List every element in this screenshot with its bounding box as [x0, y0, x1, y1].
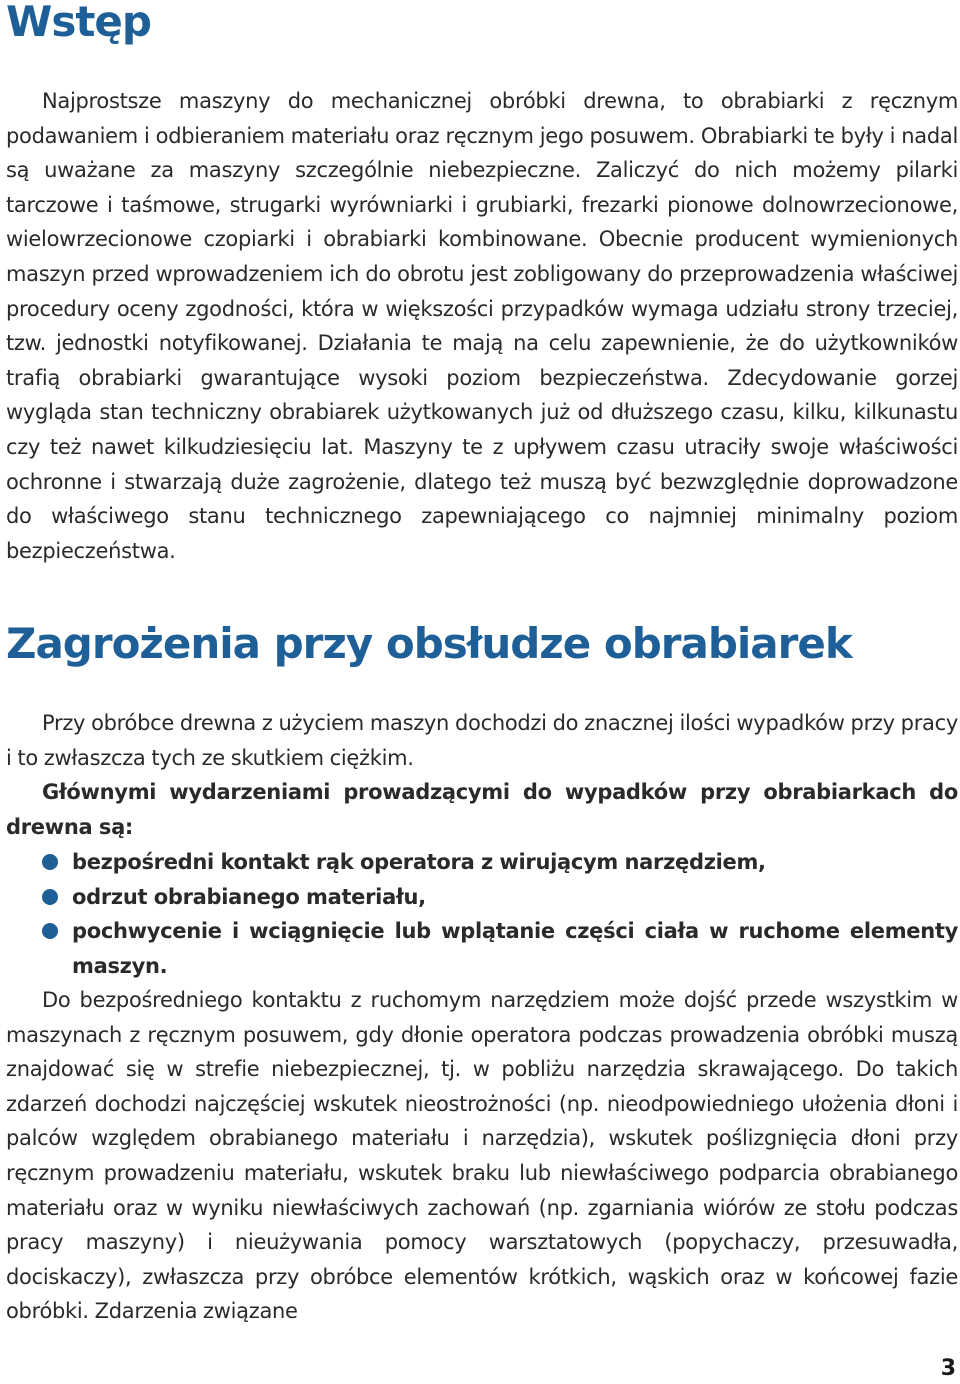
- contact-paragraph: Do bezpośredniego kontaktu z ruchomym narzędziem może dojść przede wszystkim w maszynach z ręcznym posuwem, gdy dłonie operatora podczas prowadzenia obróbki muszą znajdować się w strefie niebezpiecznej, tj. w pobliżu narzędzia skrawającego. Do takich zdarzeń dochodzi najczęściej wskutek nieostrożności (np. nieodpowiedniego ułożenia dłoni i palców względem obrabianego materiału i narzędzia), wskutek poślizgnięcia dłoni przy ręcznym prowadzeniu materiału, wskutek braku lub niewłaściwego podparcia obrabianego materiału oraz w wyniku niewłaściwych zachowań (np. zgarniania wiórów ze stołu podczas pracy maszyny) i nieużywania pomocy warsztatowych (popychaczy, przesuwadła, dociskaczy), zwłaszcza przy obróbce elementów krótkich, wąskich oraz w końcowej fazie obróbki. Zdarzenia związane: [6, 988, 958, 1324]
- main-events-lead: Głównymi wydarzeniami prowadzącymi do wypadków przy obrabiarkach do drewna są:: [6, 780, 958, 839]
- bullet-dot-icon: [42, 923, 58, 939]
- heading-hazards: Zagrożenia przy obsłudze obrabiarek: [6, 619, 852, 668]
- list-item-text: pochwycenie i wciągnięcie lub wplątanie części ciała w ruchome elementy maszyn.: [72, 919, 958, 978]
- hazards-intro-paragraph: Przy obróbce drewna z użyciem maszyn dochodzi do znacznej ilości wypadków przy pracy i to zwłaszcza tych ze skutkiem ciężkim.: [6, 711, 958, 770]
- heading-intro: Wstęp: [6, 0, 151, 46]
- intro-paragraph: Najprostsze maszyny do mechanicznej obróbki drewna, to obrabiarki z ręcznym podawaniem i odbieraniem materiału oraz ręcznym jego posuwem. Obrabiarki te były i nadal są uważane za maszyny szczególnie niebezpieczne. Zaliczyć do nich możemy pilarki tarczowe i taśmowe, strugarki wyrówniarki i grubiarki, frezarki pionowe dolnowrzecionowe, wielowrzecionowe czopiarki i obrabiarki kombinowane. Obecnie producent wymienionych maszyn przed wprowadzeniem ich do obrotu jest zobligowany do przeprowadzenia właściwej procedury oceny zgodności, która w większości przypadków wymaga udziału strony trzeciej, tzw. jednostki notyfikowanej. Działania te mają na celu zapewnienie, że do użytkowników trafią obrabiarki gwarantujące wysoki poziom bezpieczeństwa. Zdecydowanie gorzej wygląda stan techniczny obrabiarek użytkowanych już od dłuższego czasu, kilku, kilkunastu czy też nawet kilkudziesięciu lat. Maszyny te z upływem czasu utraciły swoje właściwości ochronne i stwarzają duże zagrożenie, dlatego też muszą być bezwzględnie doprowadzone do właściwego stanu technicznego zapewniającego co najmniej minimalny poziom bezpieczeństwa.: [6, 89, 958, 563]
- bullet-dot-icon: [42, 889, 58, 905]
- list-item-text: bezpośredni kontakt rąk operatora z wirującym narzędziem,: [72, 850, 766, 874]
- bullet-dot-icon: [42, 854, 58, 870]
- list-item: [6, 845, 958, 880]
- list-item-text: odrzut obrabianego materiału,: [72, 884, 426, 909]
- list-item: [6, 914, 958, 983]
- page-number: 3: [940, 1356, 956, 1381]
- main-events-list: [6, 845, 958, 983]
- list-item: [6, 880, 958, 915]
